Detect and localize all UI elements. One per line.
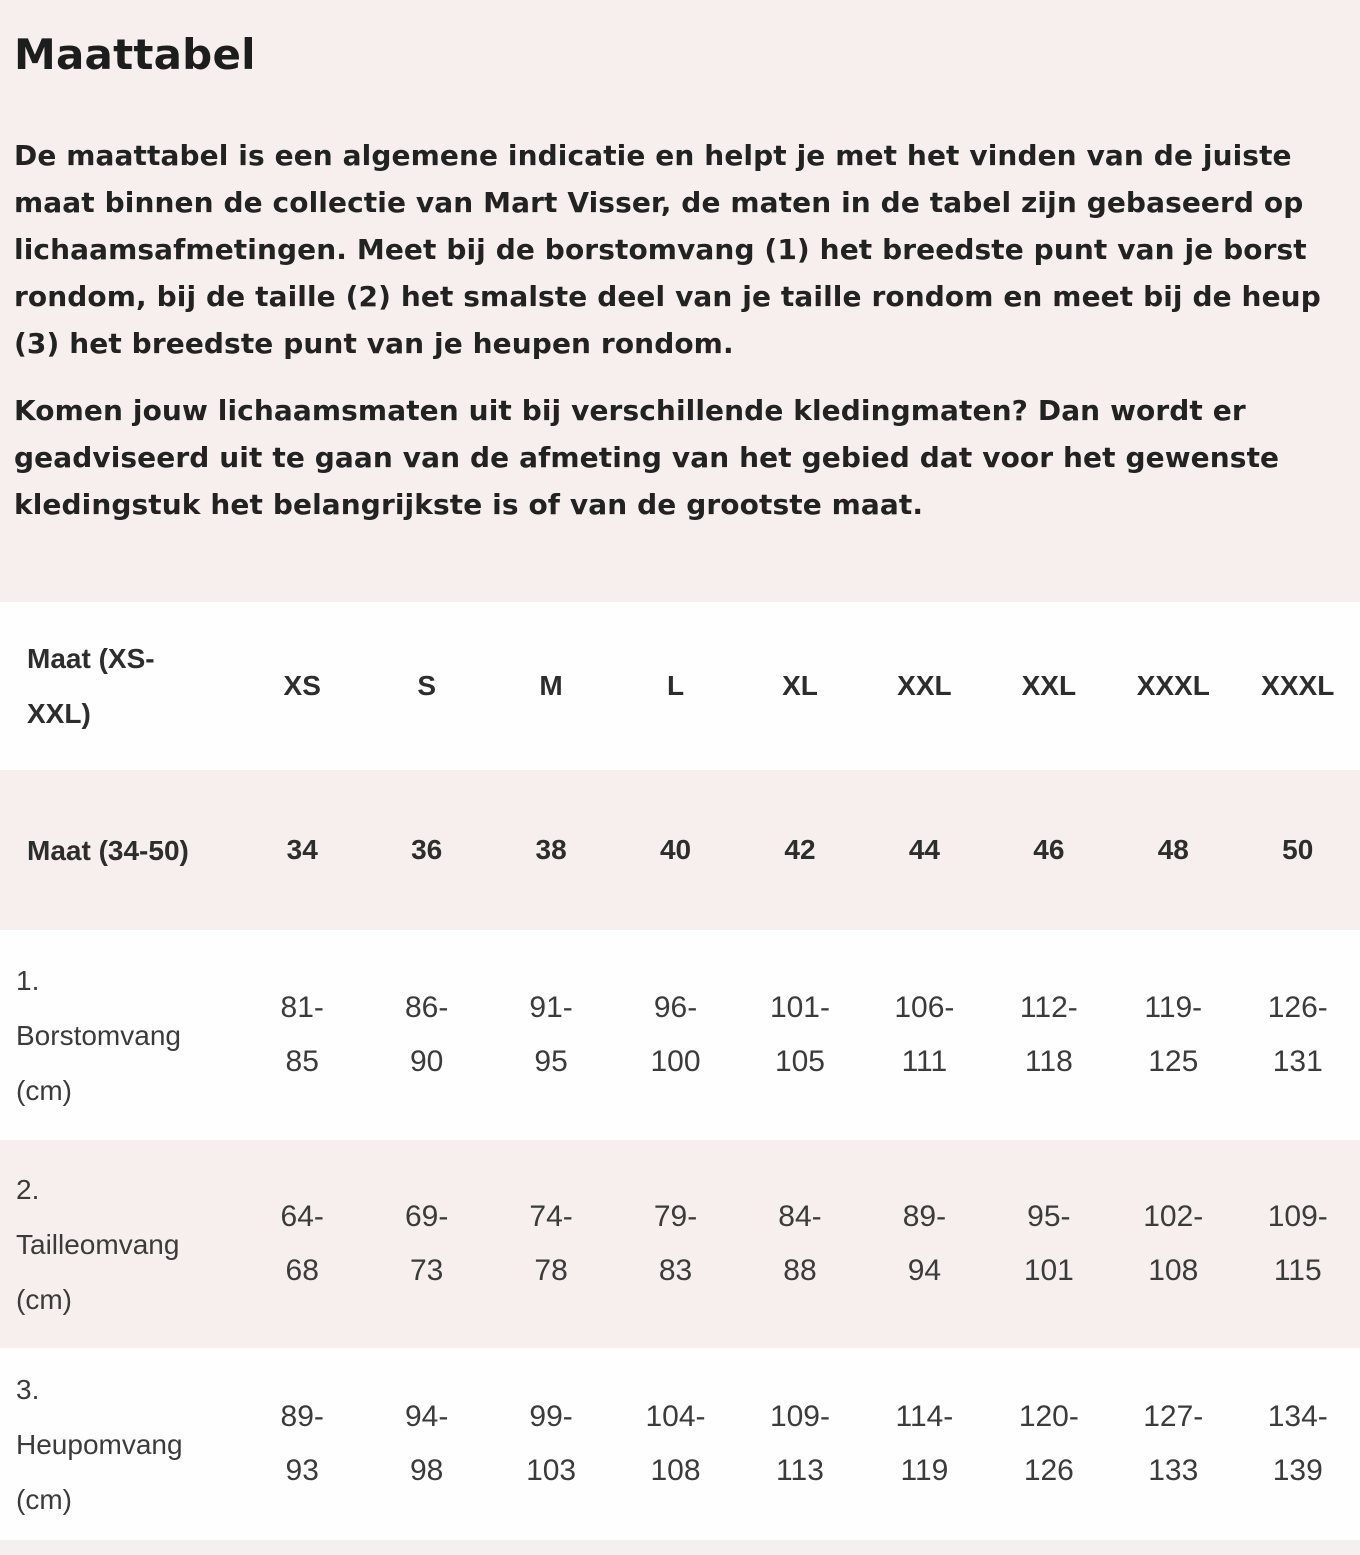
size-value-cell: 69- 73 xyxy=(404,1200,449,1287)
size-value-cell: M xyxy=(539,670,563,701)
size-value-cell: 91- 95 xyxy=(529,991,573,1078)
size-value-cell: 89- 93 xyxy=(280,1400,324,1487)
size-value-cell: XXXL xyxy=(1136,670,1210,701)
row-label: 1. Borstomvang (cm) xyxy=(16,964,181,1106)
size-value-cell: 46 xyxy=(1033,834,1065,865)
row-label: Maat (34-50) xyxy=(27,834,189,866)
size-value-cell: 104- 108 xyxy=(645,1400,706,1487)
size-value-cell: 86- 90 xyxy=(404,991,449,1078)
size-value-cell: 102- 108 xyxy=(1143,1200,1204,1287)
size-value-cell: 64- 68 xyxy=(280,1200,324,1287)
row-maat-numbers xyxy=(0,770,1360,930)
size-value-cell: XS xyxy=(283,670,321,701)
size-value-cell: XXXL xyxy=(1261,670,1335,701)
size-value-cell: 126- 131 xyxy=(1267,991,1328,1078)
page-title: Maattabel xyxy=(14,30,256,79)
size-value-cell: 114- 119 xyxy=(895,1400,954,1487)
size-table xyxy=(0,602,1360,1540)
next-row-edge xyxy=(0,1540,1360,1555)
size-value-cell: S xyxy=(417,670,436,701)
size-value-cell: XL xyxy=(782,670,818,701)
size-value-cell: 120- 126 xyxy=(1018,1400,1079,1487)
size-value-cell: 74- 78 xyxy=(529,1200,573,1287)
row-borstomvang xyxy=(0,930,1360,1140)
size-value-cell: 95- 101 xyxy=(1023,1200,1074,1287)
size-value-cell: 36 xyxy=(411,834,443,865)
size-value-cell: 81- 85 xyxy=(280,991,324,1078)
row-maat-letters xyxy=(0,602,1360,770)
size-value-cell: 84- 88 xyxy=(778,1200,822,1287)
size-value-cell: 134- 139 xyxy=(1267,1400,1328,1487)
row-label: 3. Heupomvang (cm) xyxy=(16,1373,183,1515)
size-value-cell: 96- 100 xyxy=(650,991,701,1078)
row-tailleomvang xyxy=(0,1140,1360,1348)
size-value-cell: 38 xyxy=(535,834,567,865)
row-label: 2. Tailleomvang (cm) xyxy=(16,1173,180,1315)
size-value-cell: XXL xyxy=(897,670,952,701)
size-value-cell: 109- 113 xyxy=(769,1400,830,1487)
intro-paragraph: De maattabel is een algemene indicatie en helpt je met het vinden van de juiste maat binnen de collectie van Mart Visser, de maten in de tabel zijn gebaseerd op lichaamsafmetingen. Meet bij de borstomvang (1) het breedste punt van je borst rondom, bij de taille (2) het smalste deel van je taille rondom en meet bij de heup (3) het breedste punt van je heupen rondom. xyxy=(14,139,1321,361)
size-value-cell: 112- 118 xyxy=(1019,991,1078,1078)
advice-paragraph: Komen jouw lichaamsmaten uit bij verschillende kledingmaten? Dan wordt er geadviseerd uit te gaan van de afmeting van het gebied dat voor het gewenste kledingstuk het belangrijkste is of van de grootste maat. xyxy=(14,394,1280,522)
size-value-cell: 89- 94 xyxy=(902,1200,947,1287)
size-value-cell: 94- 98 xyxy=(404,1400,449,1487)
size-value-cell: 42 xyxy=(784,834,816,865)
size-value-cell: 109- 115 xyxy=(1267,1200,1328,1287)
size-value-cell: 99- 103 xyxy=(526,1400,577,1487)
size-value-cell: 106- 111 xyxy=(894,991,955,1078)
size-value-cell: XXL xyxy=(1021,670,1077,701)
size-guide-intro-section xyxy=(0,0,1360,602)
row-label: Maat (XS-XXL) xyxy=(27,643,155,729)
size-value-cell: L xyxy=(666,670,685,701)
size-value-cell: 48 xyxy=(1157,834,1189,865)
size-value-cell: 50 xyxy=(1282,834,1314,865)
size-value-cell: 127- 133 xyxy=(1143,1400,1204,1487)
size-value-cell: 34 xyxy=(286,834,318,865)
size-value-cell: 101- 105 xyxy=(769,991,830,1078)
size-value-cell: 119- 125 xyxy=(1144,991,1203,1078)
size-value-cell: 40 xyxy=(659,834,692,865)
row-heupomvang xyxy=(0,1348,1360,1540)
size-value-cell: 79- 83 xyxy=(653,1200,698,1287)
size-value-cell: 44 xyxy=(908,834,940,865)
